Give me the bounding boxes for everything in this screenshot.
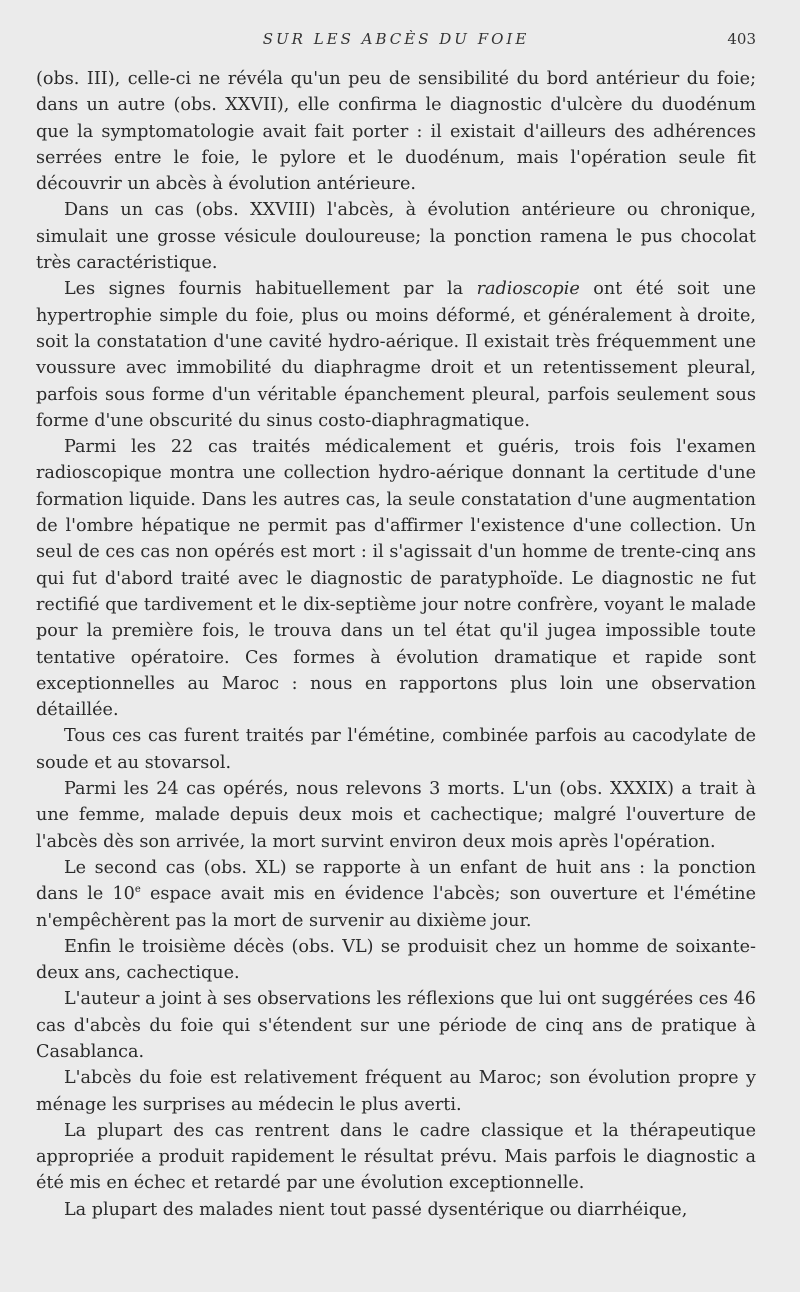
paragraph-10: L'abcès du foie est relativement fréquent au Maroc; son évolution propre y ménage les surprises au médecin le plus averti.	[36, 1068, 756, 1115]
paragraph-3-lead: Les signes fournis habituellement par la	[64, 279, 477, 300]
paragraph-5: Tous ces cas furent traités par l'émétine, combinée parfois au cacodylate de soude et au stovarsol.	[36, 726, 756, 773]
paragraph-1: (obs. III), celle-ci ne révéla qu'un peu de sensibilité du bord antérieur du foie; dans un autre (obs. XXVII), elle confirma le diagnostic d'ulcère du duodénum que la symptomatologie avait fait porter : il existait d'ailleurs des adhérences serrées entre le foie, le pylore et le duodénum, mais l'opération seule fit découvrir un abcès à évolution antérieure.	[36, 69, 756, 195]
paragraph-7	[36, 855, 756, 934]
page-number: 403	[727, 30, 756, 48]
running-head	[36, 30, 756, 60]
body-text	[36, 66, 756, 1223]
running-title: SUR LES ABCÈS DU FOIE	[262, 30, 530, 48]
paragraph-3	[36, 276, 756, 434]
radioscopie-term: radioscopie	[476, 279, 580, 300]
paragraph-7-rest: espace avait mis en évidence l'abcès; son ouverture et l'émétine n'empêchèrent pas la mort de survenir au dixième jour.	[36, 884, 756, 931]
paragraph-4: Parmi les 22 cas traités médicalement et guéris, trois fois l'examen radioscopique montra une collection hydro-aérique donnant la certitude d'une formation liquide. Dans les autres cas, la seule constatation d'une augmentation de l'ombre hépatique ne permit pas d'affirmer l'existence d'une collection. Un seul de ces cas non opérés est mort : il s'agissait d'un homme de trente-cinq ans qui fut d'abord traité avec le diagnostic de paratyphoïde. Le diagnostic ne fut rectifié que tardivement et le dix-septième jour notre confrère, voyant le malade pour la première fois, le trouva dans un tel état qu'il jugea impossible toute tentative opératoire. Ces formes à évolution dramatique et rapide sont exceptionnelles au Maroc : nous en rapportons plus loin une observation détaillée.	[36, 437, 756, 721]
paragraph-8: Enfin le troisième décès (obs. VL) se produisit chez un homme de soixante-deux ans, cachectique.	[36, 936, 756, 984]
paragraph-6: Parmi les 24 cas opérés, nous relevons 3 morts. L'un (obs. XXXIX) a trait à une femme, malade depuis deux mois et cachectique; malgré l'ouverture de l'abcès dès son arrivée, la mort survint environ deux mois après l'opération.	[36, 779, 756, 852]
paragraph-11: La plupart des cas rentrent dans le cadre classique et la thérapeutique appropriée a produit rapidement le résultat prévu. Mais parfois le diagnostic a été mis en échec et retardé par une évolution exceptionnelle.	[36, 1120, 756, 1194]
paragraph-3-rest: ont été soit une hypertrophie simple du foie, plus ou moins déformé, et généralement à droite, soit la constatation d'une cavité hydro-aérique. Il existait très fréquemment une voussure avec immobilité du diaphragme droit et un retentissement pleural, parfois sous forme d'un véritable épanchement pleural, parfois seulement sous forme d'une obscurité du sinus costo-diaphragmatique.	[36, 279, 757, 431]
paragraph-7-lead: Le second cas (obs. XL) se rapporte à un enfant de huit ans : la ponction dans le 10	[36, 857, 756, 905]
paragraph-9: L'auteur a joint à ses observations les réflexions que lui ont suggérées ces 46 cas d'abcès du foie qui s'étendent sur une période de cinq ans de pratique à Casablanca.	[36, 989, 756, 1062]
ordinal-superscript: e	[134, 884, 141, 896]
paragraph-12: La plupart des malades nient tout passé dysentérique ou diarrhéique,	[64, 1199, 688, 1220]
paragraph-2: Dans un cas (obs. XXVIII) l'abcès, à évolution antérieure ou chronique, simulait une grosse vésicule douloureuse; la ponction ramena le pus chocolat très caractéristique.	[36, 200, 756, 274]
